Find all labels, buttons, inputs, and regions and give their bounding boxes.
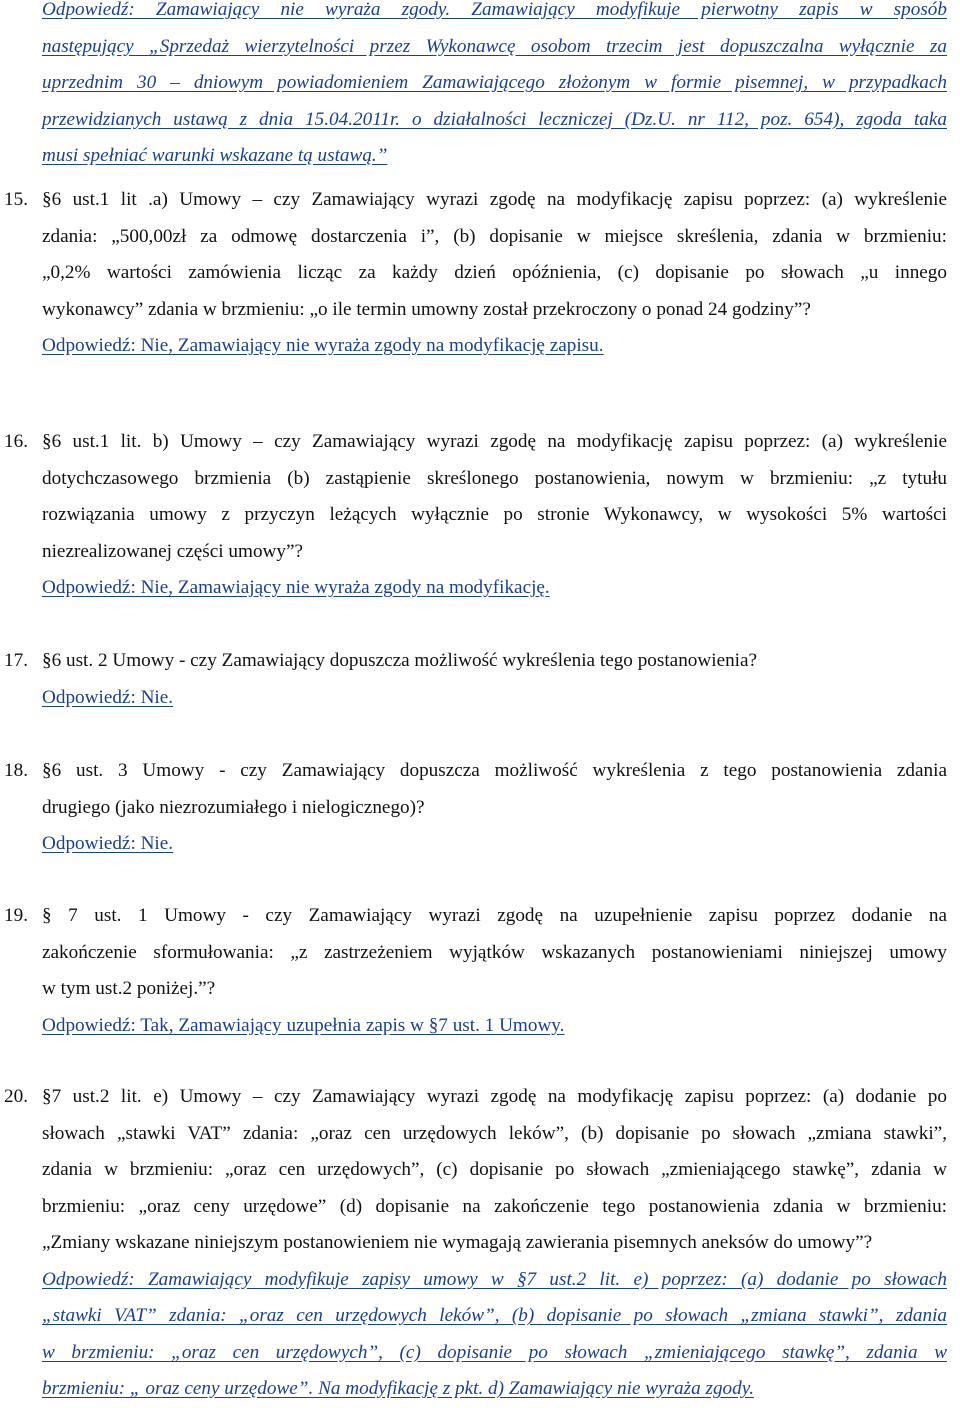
question-line: §7 ust.2 lit. e) Umowy – czy Zamawiający wyrazi zgodę na modyfikację zapisu poprzez: (a) dodanie po — [42, 1086, 947, 1107]
question-line: „Zmiany wskazane niniejszym postanowieniem nie wymagają zawierania pisemnych aneksów do umowy”? — [42, 1232, 873, 1253]
question-line: niezrealizowanej części umowy”? — [42, 540, 304, 562]
answer-line: Odpowiedź: Zamawiający modyfikuje zapisy umowy w §7 ust.2 lit. e) poprzez: (a) dodanie po słowach — [42, 1268, 947, 1290]
question-line: wykonawcy” zdania w brzmieniu: „o ile termin umowny został przekroczony o ponad 24 godziny”? — [42, 298, 811, 320]
intro-answer — [42, 0, 947, 175]
question-line: §6 ust.1 lit .a) Umowy – czy Zamawiający wyrazi zgodę na modyfikację zapisu poprzez: (a) wykreślenie — [42, 189, 947, 210]
question-number: 15. — [4, 189, 28, 210]
answer-line: musi spełniać warunki wskazane tą ustawą.” — [42, 145, 388, 166]
answer-line: następujący „Sprzedaż wierzytelności przez Wykonawcę osobom trzecim jest dopuszczalna wyłącznie za — [42, 35, 947, 57]
question-line: brzmieniu: „oraz ceny urzędowe” (d) dopisanie na zakończenie tego postanowienia zdania w brzmieniu: — [42, 1195, 947, 1217]
question-line: słowach „stawki VAT” zdania: „oraz cen urzędowych leków”, (b) dopisanie po słowach „zmiana stawki”, — [42, 1122, 947, 1144]
answer-line: Odpowiedź: Nie, Zamawiający nie wyraża zgody na modyfikację zapisu. — [42, 335, 604, 356]
answer-line: przewidzianych ustawą z dnia 15.04.2011r. o działalności leczniczej (Dz.U. nr 112, poz. 654), zgoda taka — [42, 108, 947, 130]
answer-line: brzmieniu: „ oraz ceny urzędowe”. Na modyfikację z pkt. d) Zamawiający nie wyraża zgody. — [42, 1378, 754, 1399]
question-line: §6 ust.1 lit. b) Umowy – czy Zamawiający wyrazi zgodę na modyfikację zapisu poprzez: (a) wykreślenie — [42, 431, 947, 452]
question-16 — [42, 424, 947, 607]
question-line: zdania: „500,00zł za odmowę dostarczenia i”, (b) dopisanie w miejsce skreślenia, zdania w brzmieniu: — [42, 225, 947, 247]
question-number: 18. — [4, 760, 28, 781]
question-line: § 7 ust. 1 Umowy - czy Zamawiający wyrazi zgodę na uzupełnienie zapisu poprzez dodanie na — [42, 905, 947, 926]
answer-line: Odpowiedź: Nie. — [42, 686, 174, 708]
question-line: w tym ust.2 poniżej.”? — [42, 978, 216, 999]
question-line: „0,2% wartości zamówienia licząc za każdy dzień opóźnienia, (c) dopisanie po słowach „u innego — [42, 262, 947, 283]
question-15 — [42, 182, 947, 365]
question-line: rozwiązania umowy z przyczyn leżących wyłącznie po stronie Wykonawcy, w wysokości 5% wartości — [42, 504, 947, 525]
question-line: §6 ust. 3 Umowy - czy Zamawiający dopuszcza możliwość wykreślenia z tego postanowienia zdania — [42, 760, 947, 781]
question-number: 17. — [4, 650, 28, 671]
answer-line: Odpowiedź: Zamawiający nie wyraża zgody. Zamawiający modyfikuje pierwotny zapis w sposób — [42, 0, 947, 20]
question-line: zdania w brzmieniu: „oraz cen urzędowych”, (c) dopisanie po słowach „zmieniającego stawkę”, zdania w — [42, 1159, 947, 1180]
question-20 — [42, 1079, 947, 1408]
answer-line: Odpowiedź: Nie. — [42, 833, 174, 854]
question-line: §6 ust. 2 Umowy - czy Zamawiający dopuszcza możliwość wykreślenia tego postanowienia? — [42, 650, 758, 671]
answer-line: uprzednim 30 – dniowym powiadomieniem Zamawiającego złożonym w formie pisemnej, w przypadkach — [42, 72, 947, 93]
question-19 — [42, 898, 947, 1044]
question-line: dotychczasowego brzmienia (b) zastąpienie skreślonego postanowienia, nowym w brzmieniu: „z tytułu — [42, 467, 947, 489]
question-18 — [42, 753, 947, 863]
answer-line: „stawki VAT” zdania: „oraz cen urzędowych leków”, (b) dopisanie po słowach „zmiana stawki”, zdania — [42, 1305, 947, 1326]
question-17 — [42, 643, 947, 716]
question-number: 19. — [4, 905, 28, 926]
answer-line: w brzmieniu: „oraz cen urzędowych”, (c) dopisanie po słowach „zmieniającego stawkę”, zdania w — [42, 1341, 947, 1363]
answer-line: Odpowiedź: Nie, Zamawiający nie wyraża zgody na modyfikację. — [42, 577, 550, 598]
answer-line: Odpowiedź: Tak, Zamawiający uzupełnia zapis w §7 ust. 1 Umowy. — [42, 1014, 565, 1036]
question-line: zakończenie sformułowania: „z zastrzeżeniem wyjątków wskazanych postanowieniami niniejszej umowy — [42, 941, 947, 963]
question-number: 16. — [4, 431, 28, 452]
question-number: 20. — [4, 1086, 28, 1107]
question-line: drugiego (jako niezrozumiałego i nielogicznego)? — [42, 796, 425, 818]
